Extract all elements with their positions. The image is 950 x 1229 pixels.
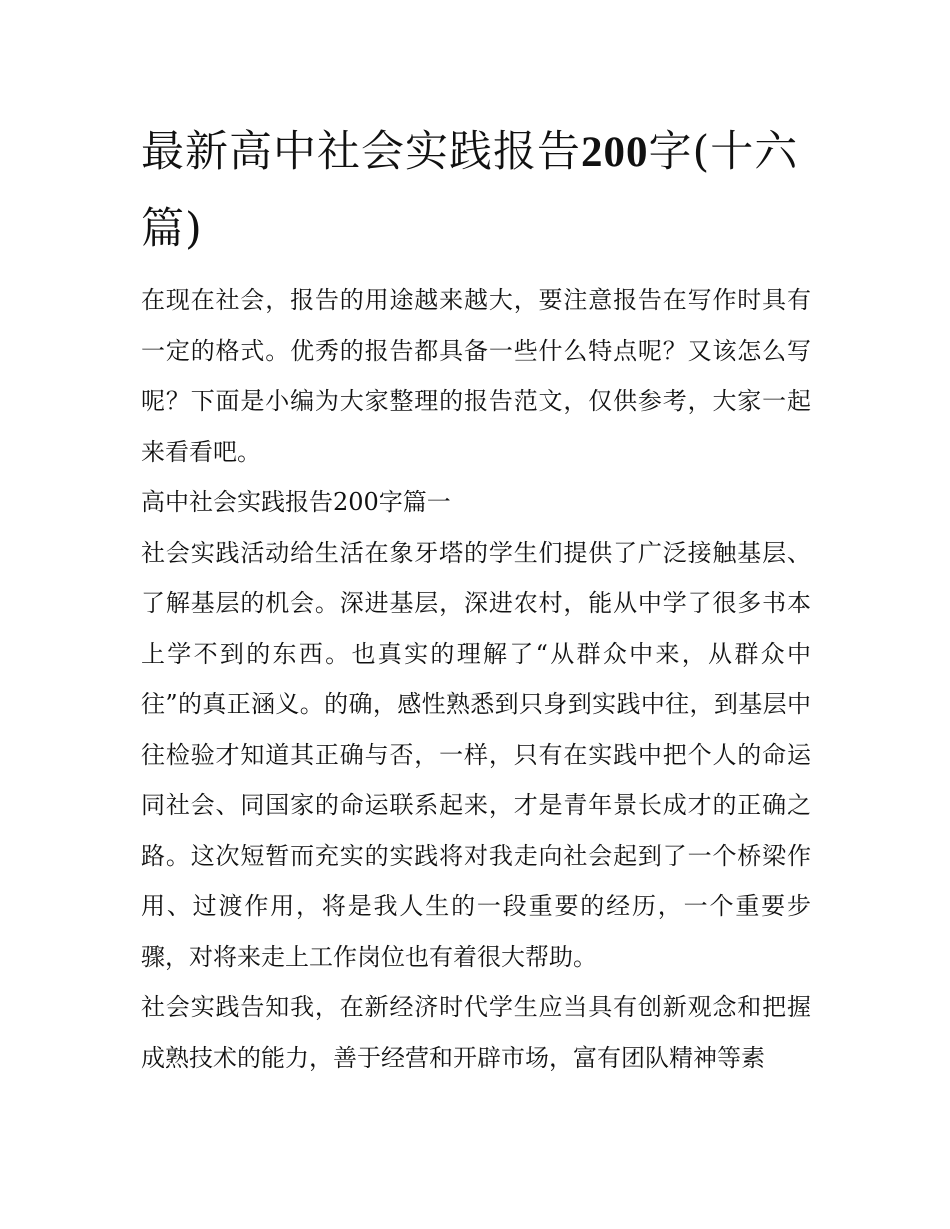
body-paragraph-2: 社会实践告知我，在新经济时代学生应当具有创新观念和把握成熟技术的能力，善于经营和开辟市场，富有团队精神等素 <box>141 993 811 1072</box>
title-number: 200 <box>581 129 649 176</box>
section-heading: 高中社会实践报告200字篇一 <box>141 488 451 516</box>
body-paragraph-1: 社会实践活动给生活在象牙塔的学生们提供了广泛接触基层、了解基层的机会。深进基层，深进农村，能从中学了很多书本上学不到的东西。也真实的理解了“从群众中来，从群众中往”的真正涵义。的确，感性熟悉到只身到实践中往，到基层中往检验才知道其正确与否，一样，只有在实践中把个人的命运同社会、同国家的命运联系起来，才是青年景长成才的正确之路。这次短暂而充实的实践将对我走向社会起到了一个桥梁作用、过渡作用，将是我人生的一段重要的经历，一个重要步骤，对将来走上工作岗位也有着很大帮助。 <box>141 538 811 971</box>
title-text-part2: 字(十六篇) <box>141 127 799 254</box>
document-content <box>141 114 811 1083</box>
title-text-part1: 最新高中社会实践报告 <box>141 127 581 177</box>
document-title <box>141 114 811 267</box>
intro-paragraph: 在现在社会，报告的用途越来越大，要注意报告在写作时具有一定的格式。优秀的报告都具备一些什么特点呢？又该怎么写呢？下面是小编为大家整理的报告范文，仅供参考，大家一起来看看吧。 <box>141 286 811 466</box>
